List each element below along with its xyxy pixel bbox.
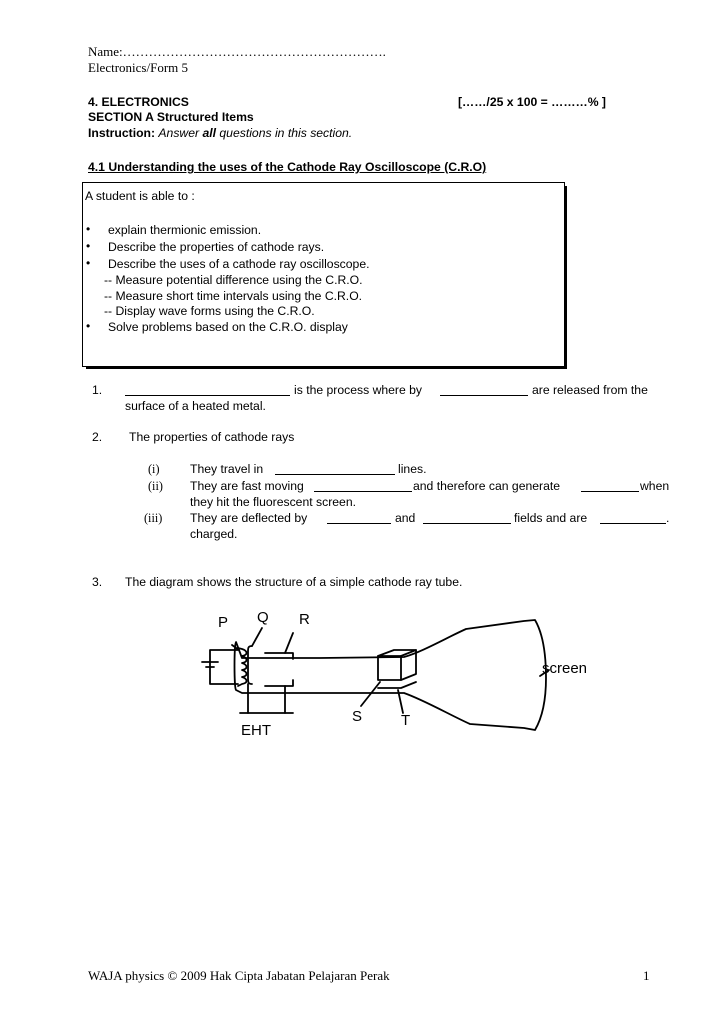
q2-ii-text-b: and therefore can generate bbox=[413, 479, 561, 493]
q2-ii-text-a: They are fast moving bbox=[190, 479, 304, 493]
page-number: 1 bbox=[643, 968, 650, 983]
x-plate-left bbox=[378, 656, 401, 680]
q2-ii-text-d: they hit the fluorescent screen. bbox=[190, 495, 356, 509]
q2-i-blank[interactable] bbox=[275, 463, 395, 475]
objective-item: Describe the properties of cathode rays. bbox=[108, 240, 325, 254]
q1-text-2: are released from the bbox=[532, 383, 648, 397]
section-title: SECTION A Structured Items bbox=[88, 110, 254, 124]
instruction-label: Instruction: bbox=[88, 126, 156, 140]
bullet-icon: • bbox=[86, 222, 91, 236]
bullet-icon: • bbox=[86, 239, 91, 253]
label-r: R bbox=[299, 611, 310, 628]
score-box: [……/25 x 100 = ………% ] bbox=[458, 95, 606, 109]
q2-i-text-a: They travel in bbox=[190, 462, 264, 476]
q2-ii-blank-1[interactable] bbox=[314, 480, 412, 492]
q2-iii-text-a: They are deflected by bbox=[190, 511, 308, 525]
q3-number: 3. bbox=[92, 575, 103, 589]
q2-ii-label: (ii) bbox=[148, 479, 163, 493]
bullet-icon: • bbox=[86, 319, 91, 333]
objective-item: explain thermionic emission. bbox=[108, 223, 262, 237]
objective-subitem: -- Measure potential difference using the C.R.O. bbox=[104, 273, 363, 287]
q2-iii-text-b: and bbox=[395, 511, 416, 525]
y-plate-bottom bbox=[378, 682, 416, 688]
grid-electrode bbox=[248, 646, 252, 684]
q2-iii-blank-1[interactable] bbox=[327, 512, 391, 524]
anode-bottom bbox=[265, 680, 293, 686]
q2-i-text-b: lines. bbox=[398, 462, 427, 476]
q2-stem: The properties of cathode rays bbox=[129, 430, 295, 444]
q2-iii-blank-3[interactable] bbox=[600, 512, 666, 524]
label-screen: screen bbox=[542, 660, 588, 677]
q2-iii-text-c: fields and are bbox=[514, 511, 588, 525]
q2-iii-label: (iii) bbox=[144, 511, 163, 525]
q1-blank-2[interactable] bbox=[440, 384, 528, 396]
q2-i-label: (i) bbox=[148, 462, 160, 476]
objective-item: Solve problems based on the C.R.O. display bbox=[108, 320, 348, 334]
filament-coil bbox=[238, 648, 247, 686]
instruction-text-b: all bbox=[202, 126, 217, 140]
objective-subitem: -- Display wave forms using the C.R.O. bbox=[104, 304, 315, 318]
q1-text-1: is the process where by bbox=[294, 383, 423, 397]
q2-ii-blank-2[interactable] bbox=[581, 480, 639, 492]
subtopic-heading: 4.1 Understanding the uses of the Cathode Ray Oscilloscope (C.R.O) bbox=[88, 160, 487, 174]
q3-stem: The diagram shows the structure of a simple cathode ray tube. bbox=[125, 575, 463, 589]
q2-iii-text-d: . bbox=[666, 511, 670, 525]
label-line-s bbox=[361, 682, 380, 706]
q1-number: 1. bbox=[92, 383, 103, 397]
label-t: T bbox=[401, 712, 411, 729]
label-s: S bbox=[352, 708, 363, 725]
q2-iii-blank-2[interactable] bbox=[423, 512, 511, 524]
label-q: Q bbox=[257, 609, 269, 626]
q2-ii-text-c: when bbox=[640, 479, 670, 493]
label-eht: EHT bbox=[241, 722, 271, 739]
cathode-ray-tube-diagram bbox=[190, 600, 610, 745]
q2-iii-text-e: charged. bbox=[190, 527, 238, 541]
bullet-icon: • bbox=[86, 256, 91, 270]
objective-subitem: -- Measure short time intervals using the C.R.O. bbox=[104, 289, 363, 303]
objectives-intro: A student is able to : bbox=[85, 189, 195, 203]
subject-line: Electronics/Form 5 bbox=[88, 60, 189, 75]
q1-text-3: surface of a heated metal. bbox=[125, 399, 266, 413]
instruction bbox=[88, 126, 352, 140]
name-line: Name:……………………………………………………. bbox=[88, 44, 386, 59]
objective-item: Describe the uses of a cathode ray oscilloscope. bbox=[108, 257, 370, 271]
instruction-text-c: questions in this section. bbox=[219, 126, 353, 140]
instruction-text-a: Answer bbox=[158, 126, 200, 140]
q2-number: 2. bbox=[92, 430, 103, 444]
label-p: P bbox=[218, 614, 229, 631]
label-line-r bbox=[285, 633, 293, 653]
chapter-title: 4. ELECTRONICS bbox=[88, 95, 189, 109]
q1-blank-1[interactable] bbox=[125, 384, 290, 396]
footer-copyright: WAJA physics © 2009 Hak Cipta Jabatan Pelajaran Perak bbox=[88, 968, 390, 983]
label-line-q bbox=[252, 628, 262, 646]
